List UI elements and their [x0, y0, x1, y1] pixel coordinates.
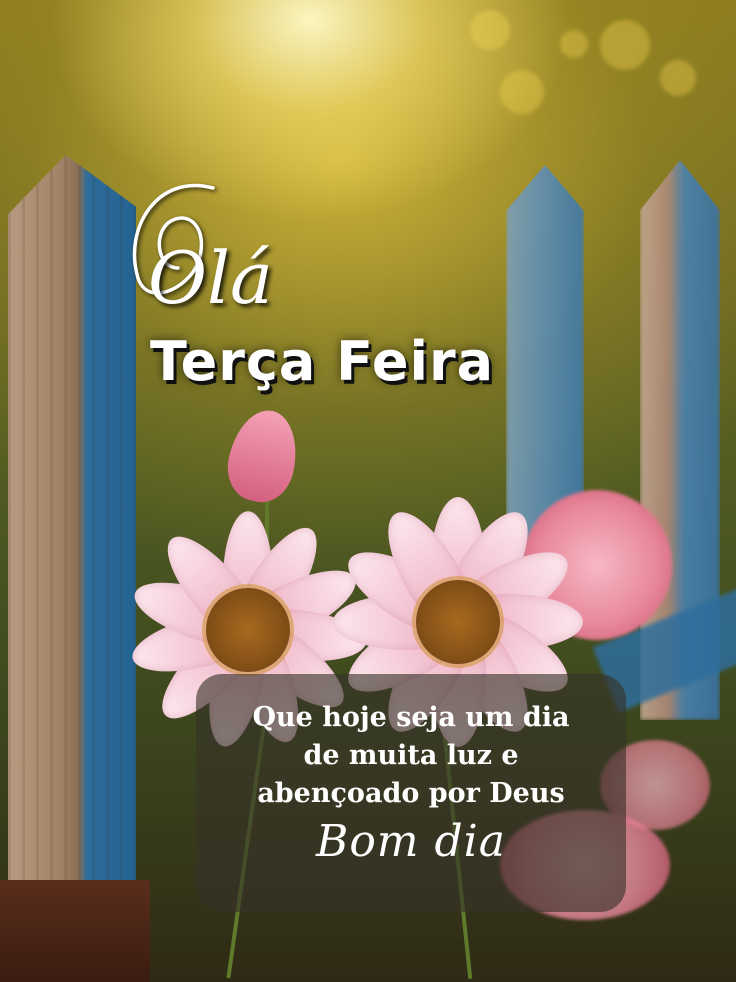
bokeh-light [470, 10, 510, 50]
fence-post-left [8, 155, 136, 895]
bokeh-light [660, 60, 696, 96]
closing-signature: Bom dia [315, 816, 506, 867]
greeting-script-svg [118, 168, 338, 338]
message-panel [196, 674, 626, 912]
message-line-2: de muita luz e [303, 740, 519, 771]
greeting-script-word: Olá [148, 236, 273, 320]
fence-post-base [0, 880, 150, 982]
message-line-3: abençoado por Deus [257, 778, 565, 809]
greeting-script-heading [118, 168, 338, 338]
message-line-1: Que hoje seja um dia [252, 702, 570, 733]
day-title: Terça Feira [150, 330, 495, 393]
bokeh-light [560, 30, 588, 58]
bokeh-light [600, 20, 650, 70]
flower-bud [221, 404, 305, 508]
bokeh-light [500, 70, 544, 114]
